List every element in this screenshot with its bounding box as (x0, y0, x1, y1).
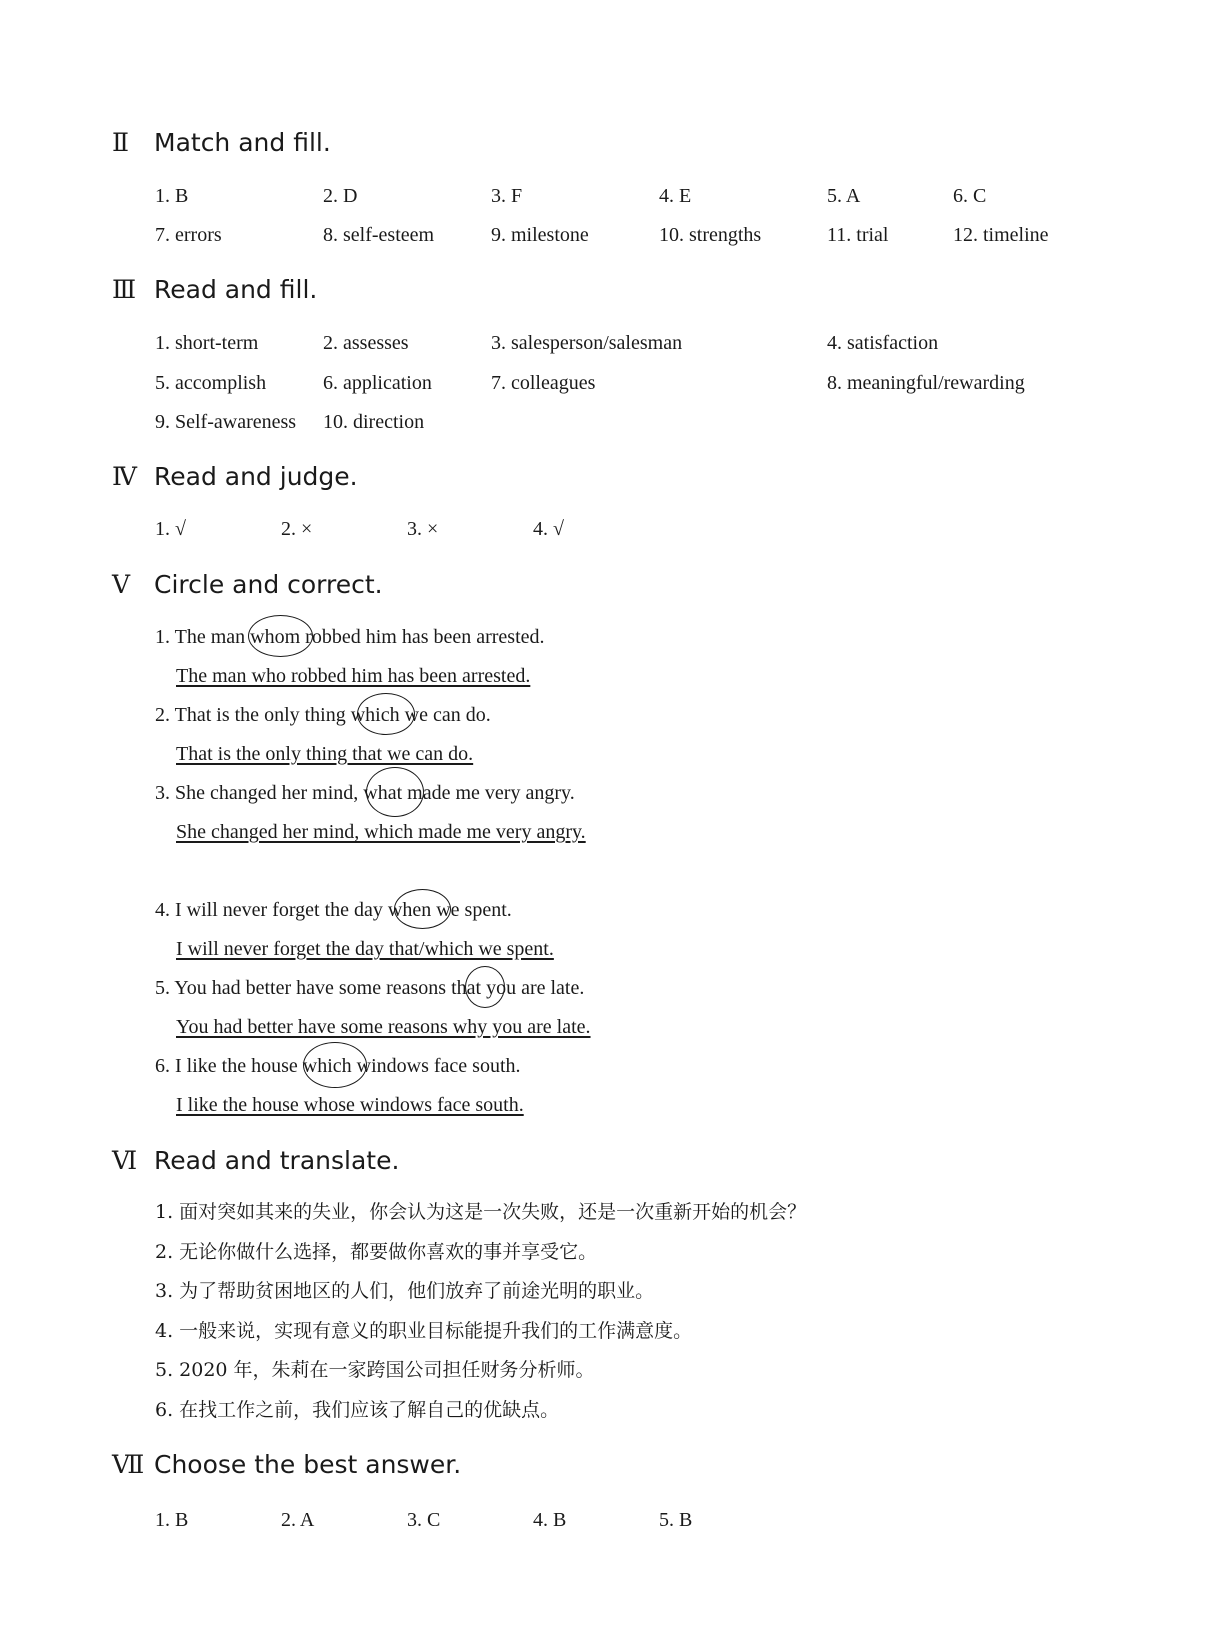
error-circle (303, 1042, 367, 1088)
sentence-part: 6. I like the house (155, 1055, 303, 1077)
answer-item: 2. × (281, 518, 313, 540)
answer-item: 7. colleagues (491, 372, 596, 394)
translation-item: 4. 一般来说，实现有意义的职业目标能提升我们的工作满意度。 (155, 1320, 693, 1342)
section-title: Circle and correct. (154, 570, 383, 599)
corrected-sentence: I like the house whose windows face south. (176, 1094, 524, 1116)
answer-item: 4. B (533, 1509, 567, 1531)
sentence-with-error (155, 978, 584, 998)
section-title: Match and fill. (154, 128, 331, 157)
error-circle (366, 767, 424, 817)
answer-item: 1. B (155, 185, 189, 207)
answer-item: 2. assesses (323, 332, 409, 354)
circled-word: which (302, 1055, 352, 1077)
circled-word: whom (250, 626, 301, 648)
corrected-sentence: She changed her mind, which made me very angry. (176, 821, 586, 843)
corrected-sentence: You had better have some reasons why you are late. (176, 1016, 591, 1038)
section-heading-read-and-judge (112, 462, 358, 491)
section-title: Choose the best answer. (154, 1450, 462, 1479)
translation-item: 1. 面对突如其来的失业，你会认为这是一次失败，还是一次重新开始的机会？ (155, 1201, 807, 1223)
circled-word: which (350, 704, 400, 726)
corrected-sentence: That is the only thing that we can do. (176, 743, 474, 765)
error-circle (357, 693, 415, 735)
section-heading-read-and-translate (112, 1146, 399, 1175)
sentence-with-error (155, 627, 545, 647)
answer-item: 1. B (155, 1509, 189, 1531)
section-number: Ⅵ (112, 1146, 138, 1175)
error-circle (248, 615, 313, 657)
sentence-with-error (155, 705, 491, 725)
answer-item: 5. accomplish (155, 372, 267, 394)
sentence-part: 2. That is the only thing (155, 704, 351, 726)
answer-item: 5. B (659, 1509, 693, 1531)
answer-item: 5. A (827, 185, 861, 207)
sentence-part: we spent. (431, 899, 512, 921)
answer-item: 6. application (323, 372, 432, 394)
answer-item: 2. A (281, 1509, 315, 1531)
circled-word: what (363, 782, 403, 804)
translation-item: 2. 无论你做什么选择，都要做你喜欢的事并享受它。 (155, 1241, 598, 1263)
sentence-part: made me very angry. (402, 782, 575, 804)
section-title: Read and fill. (154, 275, 318, 304)
answer-item: 8. self-esteem (323, 224, 435, 246)
error-circle (394, 889, 451, 929)
error-circle (465, 966, 505, 1008)
answer-item: 3. F (491, 185, 523, 207)
section-number: Ⅳ (112, 462, 137, 491)
translation-item: 5. 2020 年，朱莉在一家跨国公司担任财务分析师。 (155, 1359, 595, 1381)
section-heading-read-and-fill (112, 275, 317, 304)
sentence-part: we can do. (399, 704, 491, 726)
circled-word: when (387, 899, 432, 921)
section-heading-circle-and-correct (112, 570, 383, 599)
sentence-part: 1. The man (155, 626, 251, 648)
answer-item: 9. milestone (491, 224, 589, 246)
answer-item: 4. satisfaction (827, 332, 939, 354)
circled-word: that (451, 977, 482, 999)
sentence-part: 5. You had better have some reasons (155, 977, 452, 999)
answer-item: 9. Self-awareness (155, 411, 297, 433)
sentence-part: 4. I will never forget the day (155, 899, 388, 921)
translation-item: 6. 在找工作之前，我们应该了解自己的优缺点。 (155, 1399, 560, 1421)
answer-item: 3. C (407, 1509, 441, 1531)
sentence-part: robbed him has been arrested. (300, 626, 545, 648)
sentence-part: you are late. (481, 977, 585, 999)
section-number: Ⅴ (112, 570, 131, 599)
section-title: Read and judge. (154, 462, 358, 491)
corrected-sentence: I will never forget the day that/which we spent. (176, 938, 554, 960)
sentence-with-error (155, 783, 575, 803)
section-heading-match-and-fill (112, 128, 331, 157)
answer-item: 6. C (953, 185, 987, 207)
answer-item: 8. meaningful/rewarding (827, 372, 1025, 394)
sentence-part: windows face south. (351, 1055, 521, 1077)
answer-item: 1. short-term (155, 332, 259, 354)
translation-item: 3. 为了帮助贫困地区的人们，他们放弃了前途光明的职业。 (155, 1280, 655, 1302)
answer-item: 12. timeline (953, 224, 1049, 246)
section-number: Ⅲ (112, 275, 137, 304)
section-number: Ⅶ (112, 1450, 145, 1479)
sentence-with-error (155, 900, 512, 920)
corrected-sentence: The man who robbed him has been arrested. (176, 665, 531, 687)
answer-item: 3. × (407, 518, 439, 540)
answer-item: 7. errors (155, 224, 222, 246)
answer-item: 1. √ (155, 518, 186, 540)
answer-item: 10. strengths (659, 224, 762, 246)
section-title: Read and translate. (154, 1146, 400, 1175)
section-number: Ⅱ (112, 128, 129, 157)
answer-item: 11. trial (827, 224, 889, 246)
answer-item: 4. √ (533, 518, 564, 540)
sentence-part: 3. She changed her mind, (155, 782, 364, 804)
answer-item: 4. E (659, 185, 692, 207)
answer-item: 2. D (323, 185, 358, 207)
section-heading-choose-the-best-answer (112, 1450, 461, 1479)
answer-item: 10. direction (323, 411, 425, 433)
answer-item: 3. salesperson/salesman (491, 332, 683, 354)
